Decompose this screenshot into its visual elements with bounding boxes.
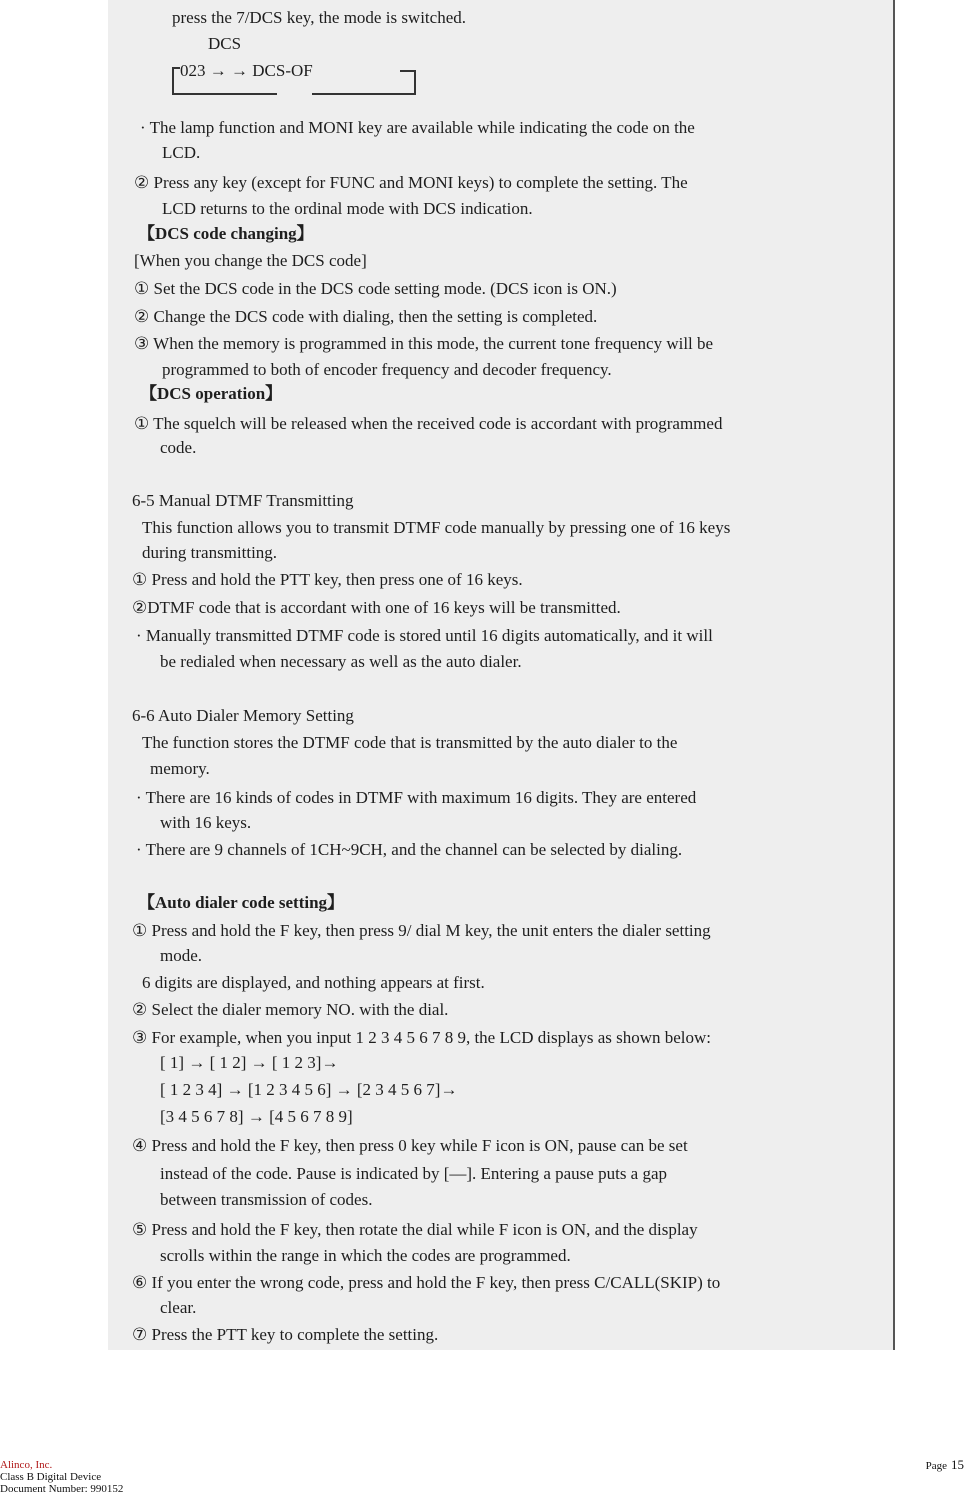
text-line: ⑦ Press the PTT key to complete the setting. (132, 1325, 439, 1344)
text-line: ③ When the memory is programmed in this mode, the current tone frequency will be (134, 334, 714, 353)
text-line: instead of the code. Pause is indicated by [—]. Entering a pause puts a gap (160, 1164, 668, 1183)
diagram-line (414, 70, 416, 95)
text-line: ② Change the DCS code with dialing, then the setting is completed. (134, 307, 598, 326)
text-line: during transmitting. (142, 543, 278, 562)
text-line: ② Select the dialer memory NO. with the dial. (132, 1000, 449, 1019)
section-heading: 【Auto dialer code setting】 (138, 893, 345, 912)
diagram-line (400, 70, 416, 72)
document-number: Document Number: 990152 (0, 1483, 124, 1495)
diagram-line (172, 93, 277, 95)
device-class: Class B Digital Device (0, 1471, 102, 1483)
text-line: mode. (160, 946, 203, 965)
text-line: The function stores the DTMF code that is transmitted by the auto dialer to the (142, 733, 678, 752)
diagram-sequence: 023 → → DCS-OF (180, 61, 313, 80)
page-label: Page (925, 1460, 947, 1472)
text-line: ① The squelch will be released when the received code is accordant with programmed (134, 414, 723, 433)
text-line: with 16 keys. (160, 813, 252, 832)
lcd-display-example: [ 1 2 3 4] → [1 2 3 4 5 6] → [2 3 4 5 6 7]→ (160, 1080, 458, 1099)
page-indicator (926, 1459, 964, 1472)
text-line: ③ For example, when you input 1 2 3 4 5 6 7 8 9, the LCD displays as shown below: (132, 1028, 712, 1047)
section-heading: 【DCS code changing】 (138, 224, 314, 243)
text-line: This function allows you to transmit DTMF code manually by pressing one of 16 keys (142, 518, 731, 537)
text-line: · The lamp function and MONI key are available while indicating the code on the (140, 118, 695, 137)
text-line: press the 7/DCS key, the mode is switched. (172, 8, 466, 27)
lcd-display-example: [ 1] → [ 1 2] → [ 1 2 3]→ (160, 1053, 339, 1072)
text-line: ① Press and hold the PTT key, then press one of 16 keys. (132, 570, 523, 589)
text-line: ⑤ Press and hold the F key, then rotate the dial while F icon is ON, and the display (132, 1220, 698, 1239)
text-line: programmed to both of encoder frequency and decoder frequency. (162, 360, 612, 379)
section-title-6-6: 6-6 Auto Dialer Memory Setting (132, 706, 354, 725)
diagram-line (172, 67, 174, 94)
lcd-display-example: [3 4 5 6 7 8] → [4 5 6 7 8 9] (160, 1107, 353, 1126)
text-line: 6 digits are displayed, and nothing appears at first. (142, 973, 485, 992)
text-line: be redialed when necessary as well as the auto dialer. (160, 652, 522, 671)
text-line: between transmission of codes. (160, 1190, 373, 1209)
text-line: ① Set the DCS code in the DCS code setting mode. (DCS icon is ON.) (134, 279, 617, 298)
section-title-6-5: 6-5 Manual DTMF Transmitting (132, 491, 354, 510)
text-line: scrolls within the range in which the codes are programmed. (160, 1246, 571, 1265)
text-line: memory. (150, 759, 210, 778)
diagram-line (312, 93, 416, 95)
text-line: · There are 9 channels of 1CH~9CH, and the channel can be selected by dialing. (136, 840, 683, 859)
section-heading: 【DCS operation】 (140, 384, 283, 403)
text-line: code. (160, 438, 197, 457)
text-line: LCD returns to the ordinal mode with DCS indication. (162, 199, 533, 218)
text-line: · Manually transmitted DTMF code is stored until 16 digits automatically, and it will (136, 626, 713, 645)
text-line: ④ Press and hold the F key, then press 0 key while F icon is ON, pause can be set (132, 1136, 688, 1155)
text-line: clear. (160, 1298, 197, 1317)
diagram-label-dcs: DCS (208, 34, 242, 53)
text-line: LCD. (162, 143, 201, 162)
company-name: Alinco, Inc. (0, 1459, 53, 1471)
document-footer (0, 1459, 123, 1495)
text-line: ① Press and hold the F key, then press 9/ dial M key, the unit enters the dialer setting (132, 921, 711, 940)
text-line: [When you change the DCS code] (134, 251, 367, 270)
page-number: 15 (951, 1457, 964, 1472)
text-line: ⑥ If you enter the wrong code, press and hold the F key, then press C/CALL(SKIP) to (132, 1273, 721, 1292)
text-line: · There are 16 kinds of codes in DTMF with maximum 16 digits. They are entered (136, 788, 697, 807)
text-line: ②DTMF code that is accordant with one of 16 keys will be transmitted. (132, 598, 621, 617)
text-line: ② Press any key (except for FUNC and MONI keys) to complete the setting. The (134, 173, 688, 192)
